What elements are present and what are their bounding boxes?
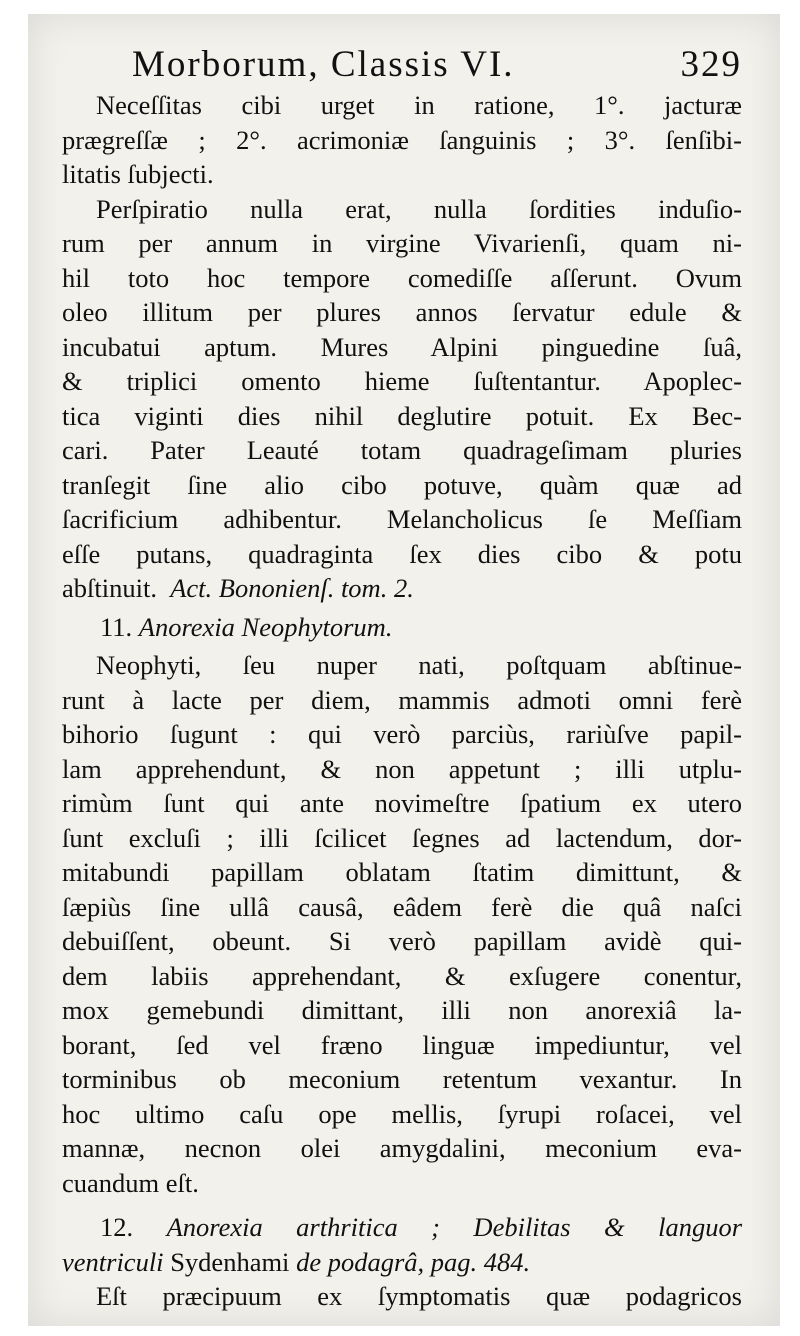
text-line: tica viginti dies nihil deglutire potuit. Ex Bec-: [62, 400, 742, 431]
text-line: rum per annum in virgine Vivarienſi, quam ni-: [62, 228, 742, 258]
text-line: ſunt excluſi ; illi ſcilicet ſegnes ad lactendum, dor-: [62, 822, 742, 853]
text-line: prægreſſæ ; 2°. acrimoniæ ſanguinis ; 3°. ſenſibi-: [62, 124, 742, 155]
text-line: Perſpiratio nulla erat, nulla ſordities induſio-: [96, 193, 742, 224]
text-line: oleo illitum per plures annos ſervatur edule &: [62, 297, 742, 327]
text-line: dem labiis apprehendant, & exſugere conentur,: [62, 960, 742, 991]
text-line: hil toto hoc tempore comediſſe aſſerunt. Ovum: [62, 262, 742, 293]
text-line: eſſe putans, quadraginta ſex dies cibo & potu: [62, 538, 742, 569]
text-line: debuiſſent, obeunt. Si verò papillam avidè qui-: [62, 926, 742, 956]
page-margin: [780, 0, 800, 1336]
running-header: [132, 42, 742, 88]
text-line: & triplici omento hieme ſuſtentantur. Apoplec-: [62, 366, 742, 396]
text-line: mox gemebundi dimittant, illi non anorexiâ la-: [62, 995, 742, 1025]
text-line: rimùm ſunt qui ante novimeſtre ſpatium ex utero: [62, 788, 742, 818]
section-title: Anorexia arthritica ; Debilitas & languor: [166, 1212, 743, 1242]
section-number: 12.: [100, 1212, 134, 1242]
text-line: cuandum eſt.: [62, 1167, 199, 1198]
text-line-reference: [62, 571, 742, 606]
body-text: [62, 88, 742, 1314]
text-line: tranſegit ſine alio cibo potuve, quàm quæ ad: [62, 469, 742, 500]
page-number: 329: [680, 44, 742, 85]
text-line: cari. Pater Leauté totam quadrageſimam pluries: [62, 435, 742, 465]
text-line: litatis ſubjecti.: [62, 159, 214, 189]
running-title: Morborum, Classis VI.: [132, 44, 515, 85]
section-number: 11.: [100, 611, 133, 642]
text-line: incubatui aptum. Mures Alpini pinguedine ſuâ,: [62, 331, 742, 362]
text-line: ſæpiùs ſine ullâ causâ, eâdem ferè die quâ naſci: [62, 891, 742, 922]
section-heading: [62, 1210, 742, 1245]
section-title-cont: ventriculi: [62, 1246, 164, 1277]
text-line: ſacrificium adhibentur. Melancholicus ſe Meſſiam: [62, 504, 742, 534]
text-fragment: abſtinuit.: [62, 573, 157, 603]
text-line: Neceſſitas cibi urget in ratione, 1°. jacturæ: [96, 90, 742, 120]
citation: Act. Bononienſ. tom. 2.: [170, 573, 414, 603]
text-line: runt à lacte per diem, mammis admoti omni ferè: [62, 684, 742, 715]
text-line: torminibus ob meconium retentum vexantur. In: [62, 1064, 742, 1094]
text-line: Eſt præcipuum ex ſymptomatis quæ podagricos: [96, 1281, 742, 1311]
text-line: lam apprehendunt, & non appetunt ; illi utplu-: [62, 753, 742, 784]
text-line: mannæ, necnon olei amygdalini, meconium eva-: [62, 1133, 742, 1163]
text-line: borant, ſed vel fræno linguæ impediuntur, vel: [62, 1029, 742, 1060]
text-line: mitabundi papillam oblatam ſtatim dimittunt, &: [62, 857, 742, 887]
text-line: bihorio ſugunt : qui verò parciùs, rariùſve papil-: [62, 719, 742, 749]
text-line: hoc ultimo caſu ope mellis, ſyrupi roſacei, vel: [62, 1098, 742, 1129]
section-heading-continued: [62, 1245, 742, 1280]
section-title: Anorexia Neophytorum.: [138, 611, 393, 642]
text-line: Neophyti, ſeu nuper nati, poſtquam abſtinue-: [96, 650, 742, 680]
section-heading: [62, 610, 742, 645]
citation: de podagrâ, pag. 484.: [296, 1246, 531, 1277]
author-name: Sydenhami: [170, 1246, 290, 1277]
